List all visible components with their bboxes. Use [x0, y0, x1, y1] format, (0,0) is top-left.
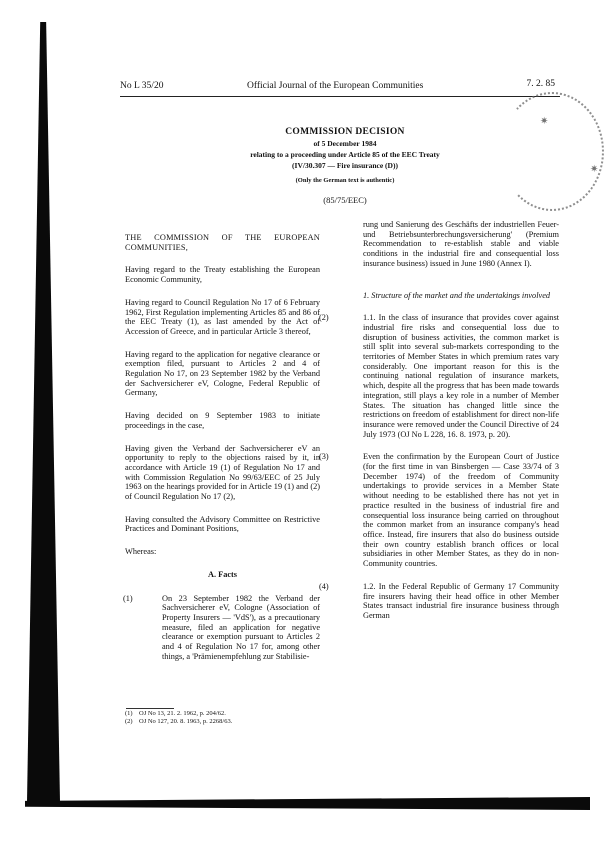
footnotes	[125, 710, 325, 726]
preamble-heading: THE COMMISSION OF THE EUROPEAN COMMUNITIES,	[125, 233, 320, 252]
continuation-paragraph: rung und Sanierung des Geschäfts der industriellen Feuer- und Betriebsunterbrechungsversicherung' (Premium Recommendation to re-establish stable and viable conditions in the industrial fire and consequential loss insurance business) issued in June 1980 (Annex I).	[363, 220, 559, 268]
journal-title: Official Journal of the European Communities	[247, 81, 424, 91]
footnote-text: OJ No 13, 21. 2. 1962, p. 204/62.	[139, 710, 226, 717]
left-column	[125, 233, 320, 675]
official-seal-stamp-icon	[500, 92, 604, 211]
footnote-mark: (1)	[125, 710, 133, 717]
right-column	[319, 220, 559, 634]
page-number: No L 35/20	[120, 81, 164, 91]
stamp-star-icon: ✷	[540, 116, 549, 127]
section-heading-market-structure: 1. Structure of the market and the undertakings involved	[363, 290, 551, 300]
recital-paragraph: Having given the Verband der Sachversicherer eV an opportunity to reply to the objections raised by it, in accordance with Article 19 (1) of Regulation No 17 and with Commission Regulation No 99/63/EEC of 25 July 1963 on the hearings provided for in Article 19 (1) and (2) of Council Regulation No 17 (2),	[125, 443, 320, 502]
whereas-label: Whereas:	[125, 547, 157, 557]
page-header	[120, 81, 560, 95]
publication-date: 7. 2. 85	[526, 79, 555, 89]
paragraph-number: (2)	[319, 313, 329, 323]
section-title-facts: A. Facts	[207, 569, 238, 579]
recital-paragraph: Having regard to Council Regulation No 17 of 6 February 1962, First Regulation implementing Articles 85 and 86 of the EEC Treaty (1), as last amended by the Act of Accession of Greece, and in particular Article 3 thereof,	[125, 297, 320, 336]
authentic-language-note: (Only the German text is authentic)	[295, 177, 395, 184]
recital-paragraph: Having regard to the Treaty establishing the European Economic Community,	[125, 265, 320, 285]
recital-paragraph: Having decided on 9 September 1983 to initiate proceedings in the case,	[125, 411, 320, 430]
paragraph-number: (4)	[319, 581, 329, 591]
decision-number: (85/75/EEC)	[323, 195, 367, 205]
numbered-paragraph	[125, 594, 320, 662]
paragraph-number: (1)	[123, 593, 133, 603]
stamp-star-icon: ✷	[590, 164, 599, 175]
paragraph-text: Even the confirmation by the European Court of Justice (for the first time in van Binsbergen — Case 33/74 of 3 December 1974) of the freedom of Community undertakings to provide services in a Member State without needing to be established there has not yet in practice resulted in the business of industrial fire and consequential loss insurance being carried on throughout the common market from an insurance company's head office. Instead, fire insurers that also do business outside their own country establish branch offices or local subsidiaries in other Member States, as they do in non-Community countries.	[363, 452, 559, 569]
numbered-paragraph	[319, 581, 559, 621]
header-rule	[120, 96, 560, 97]
footnote-text: OJ No 127, 20. 8. 1963, p. 2268/63.	[139, 718, 233, 725]
footnote	[125, 710, 325, 718]
paragraph-text: 1.2. In the Federal Republic of Germany 17 Community fire insurers having their head office in other Member States transact industrial fire insurance business through German	[363, 581, 559, 620]
footnote-mark: (2)	[125, 718, 133, 725]
decision-title: COMMISSION DECISION	[285, 127, 405, 137]
case-reference: (IV/30.307 — Fire insurance (D))	[292, 161, 398, 170]
paragraph-text: On 23 September 1982 the Verband der Sachversicherer eV, Cologne (Association of Property Insurers — 'VdS'), as a precautionary measure, filed an application for negative clearance or exemption pursuant to Articles 2 and 4 of Regulation No 17 for, among other things, a 'Prämienempfehlung zur Stabilisie-	[162, 593, 320, 661]
footnote	[125, 718, 325, 726]
recital-paragraph: Having regard to the application for negative clearance or exemption filed, pursuant to Articles 2 and 4 of Regulation No 17, on 23 September 1982 by the Verband der Sachversicherer eV, Cologne, Federal Republic of Germany,	[125, 349, 320, 398]
paragraph-number: (3)	[319, 452, 329, 462]
footnote-rule	[126, 708, 174, 709]
paragraph-text: 1.1. In the class of insurance that provides cover against industrial fire risks and consequential loss due to disruption of business activities, the common market is still split into several sub-markets corresponding to the territories of Member States in which premium rates vary considerably. One important reason for this is the continuing national regulation of insurance markets, which, despite all the progress that has been made towards integration, still plays a key role in a number of Member States. The situation has changed little since the restrictions on freedom of establishment for direct non-life insurance were removed under the Council Directive of 24 July 1973 (OJ No L 228, 16. 8. 1973, p. 20).	[363, 313, 559, 439]
decision-subject: relating to a proceeding under Article 85 of the EEC Treaty	[250, 150, 440, 159]
recital-paragraph: Having consulted the Advisory Committee on Restrictive Practices and Dominant Positions,	[125, 514, 320, 534]
numbered-paragraph	[319, 313, 559, 439]
decision-title-block	[200, 127, 490, 205]
numbered-paragraph	[319, 452, 559, 569]
decision-date: of 5 December 1984	[313, 139, 377, 148]
